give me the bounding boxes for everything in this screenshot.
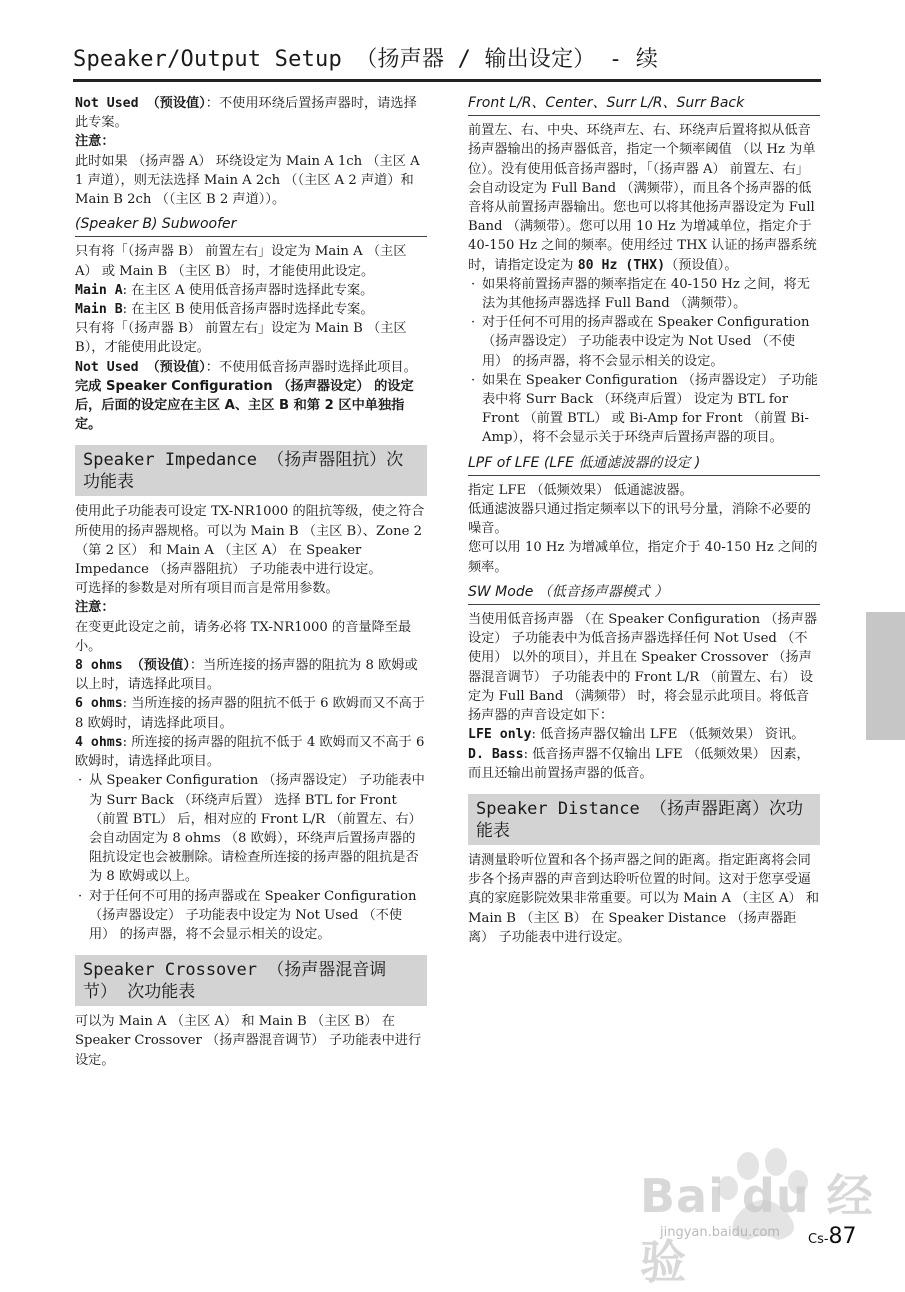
sw-mode-desc: 当使用低音扬声器 （在 Speaker Configuration （扬声器设定） 子功能表中为低音扬声器选择任何 Not Used （不使用） 以外的项目），并且在 Speaker Crossover （扬声器混音调节） 子功能表中的 Front L/R （前置左、右） 设定为 Full Band （满频带） 时，将会显示此项目。将低音扬声器的声音设定如下：	[468, 612, 818, 724]
crossover-desc: 可以为 Main A （主区 A） 和 Main B （主区 B） 在 Speaker Crossover （扬声器混音调节） 子功能表中进行设定。	[75, 1014, 422, 1068]
ohms-8-option: 8 ohms （预设值）：当所连接的扬声器的阻抗为 8 欧姆或以上时，请选择此项目。	[75, 658, 418, 693]
ohms-6-option: 6 ohms: 当所连接的扬声器的阻抗不低于 6 欧姆而又不高于 8 欧姆时，请选择此项目。	[75, 696, 425, 731]
distance-desc: 请测量聆听位置和各个扬声器之间的距离。指定距离将会同步各个扬声器的声音到达聆听位置的时间。这对于您享受逼真的家庭影院效果非常重要。可以为 Main A （主区 A） 和 Main B （主区 B） 在 Speaker Distance （扬声器距离） 子功能表中进行设定。	[468, 852, 820, 945]
note-title-2: 注意：	[75, 600, 115, 616]
left-column	[75, 94, 427, 1070]
not-used-option: Not Used （预设值）：不使用环绕后置扬声器时，请选择此专案。	[75, 96, 417, 131]
d-bass-option: D. Bass: 低音扬声器不仅输出 LFE （低频效果） 因素，而且还输出前置扬声器的低音。	[468, 746, 810, 781]
front-desc: 前置左、右、中央、环绕声左、右、环绕声后置将拟从低音扬声器输出的扬声器低音，指定一个频率阈值 （以 Hz 为单位）。没有使用低音扬声器时，「（扬声器 A） 前置左、右」会自动设定为 Full Band （满频带），而且各个扬声器的低音将从前置扬声器输出。您也可以将其他扬声器设定为 Full Band （满频带）。您可以用 10 Hz 为增减单位，指定介于 40-150 Hz 之间的频率。使用经过 THX 认证的扬声器系统时，请指定设定为 80 Hz (THX)（预设值）。	[468, 123, 817, 273]
ohms-4-option: 4 ohms: 所连接的扬声器的阻抗不低于 4 欧姆而又不高于 6 欧姆时，请选择此项目。	[75, 734, 425, 770]
impedance-desc-2: 可选择的参数是对所有项目而言是常用参数。	[75, 581, 339, 597]
bullet-item: · 对于任何不可用的扬声器或在 Speaker Configuration （扬声器设定） 子功能表中设定为 Not Used （不使用） 的扬声器，将不会显示相关的设定。	[75, 887, 427, 945]
note-text-2: 在变更此设定之前，请务必将 TX-NR1000 的音量降至最小。	[75, 619, 412, 654]
note-text: 此时如果 （扬声器 A） 环绕设定为 Main A 1ch （主区 A 1 声道），则无法选择 Main A 2ch （（主区 A 2 声道）和 Main B 2ch （（主区 B 2 声道））。	[75, 153, 420, 208]
note-title: 注意：	[75, 134, 115, 150]
section-speaker-impedance: Speaker Impedance （扬声器阻抗）次功能表	[75, 445, 427, 496]
subwoofer-desc: 只有将「（扬声器 B） 前置左右」设定为 Main A （主区 A） 或 Main B （主区 B） 时，才能使用此设定。	[75, 244, 407, 279]
bullet-item: · 如果在 Speaker Configuration （扬声器设定） 子功能表中将 Surr Back （环绕声后置） 设定为 BTL for Front （前置 BTL） 或 Bi-Amp for Front （前置 Bi-Amp），将不会显示关于环绕声后置扬声器的项目。	[468, 371, 820, 448]
subheading-lpf-of-lfe: LPF of LFE (LFE 低通滤波器的设定 )	[468, 454, 820, 476]
subheading-front-lr: Front L/R、Center、Surr L/R、Surr Back	[468, 94, 820, 116]
page-title: Speaker/Output Setup （扬声器 / 输出设定） - 续	[73, 42, 821, 82]
side-tab	[866, 612, 905, 740]
main-b-option: Main B: 在主区 B 使用低音扬声器时选择此专案。	[75, 302, 374, 318]
impedance-desc: 使用此子功能表可设定 TX-NR1000 的阻抗等级，使之符合所使用的扬声器规格。可以为 Main B （主区 B）、Zone 2 （第 2 区） 和 Main A （主区 A） 在 Speaker Impedance （扬声器阻抗） 子功能表中进行设定。	[75, 504, 425, 578]
subheading-sw-mode: SW Mode （低音扬声器模式 ）	[468, 583, 820, 605]
lfe-only-option: LFE only: 低音扬声器仅输出 LFE （低频效果） 资讯。	[468, 727, 805, 743]
watermark-brand: Bai du 经验	[640, 1169, 874, 1289]
section-speaker-crossover: Speaker Crossover （扬声器混音调节） 次功能表	[75, 955, 427, 1006]
right-column	[468, 94, 820, 947]
lpf-desc: 指定 LFE （低频效果） 低通滤波器。	[468, 482, 693, 498]
bullet-item: · 从 Speaker Configuration （扬声器设定） 子功能表中为 Surr Back （环绕声后置） 选择 BTL for Front （前置 BTL） 后，相对应的 Front L/R （前置左、右） 会自动固定为 8 ohms （8 欧姆），环绕声后置扬声器的阻抗设定也会被删除。请检查所连接的扬声器的阻抗是否为 8 欧姆或以上。	[75, 771, 427, 886]
lpf-desc-2: 低通滤波器只通过指定频率以下的讯号分量，消除不必要的噪音。	[468, 502, 811, 537]
bullet-item: · 如果将前置扬声器的频率指定在 40-150 Hz 之间，将无法为其他扬声器选择 Full Band （满频带）。	[468, 275, 820, 313]
watermark-url: jingyan.baidu.com	[660, 1225, 780, 1240]
main-a-option: Main A: 在主区 A 使用低音扬声器时选择此专案。	[75, 282, 374, 298]
bold-note: 完成 Speaker Configuration （扬声器设定） 的设定后，后面的设定应在主区 A、主区 B 和第 2 区中单独指定。	[75, 378, 414, 433]
lpf-desc-3: 您可以用 10 Hz 为增减单位，指定介于 40-150 Hz 之间的频率。	[468, 540, 818, 575]
page-number: Cs-87	[808, 1224, 857, 1249]
section-speaker-distance: Speaker Distance （扬声器距离）次功能表	[468, 794, 820, 845]
subwoofer-desc-2: 只有将「（扬声器 B） 前置左右」设定为 Main B （主区 B），才能使用此设定。	[75, 321, 407, 356]
subheading-speaker-b-subwoofer: (Speaker B) Subwoofer	[75, 215, 427, 237]
not-used-option-2: Not Used （预设值）：不使用低音扬声器时选择此项目。	[75, 359, 417, 375]
bullet-item: · 对于任何不可用的扬声器或在 Speaker Configuration （扬声器设定） 子功能表中设定为 Not Used （不使用） 的扬声器，将不会显示相关的设定。	[468, 313, 820, 371]
